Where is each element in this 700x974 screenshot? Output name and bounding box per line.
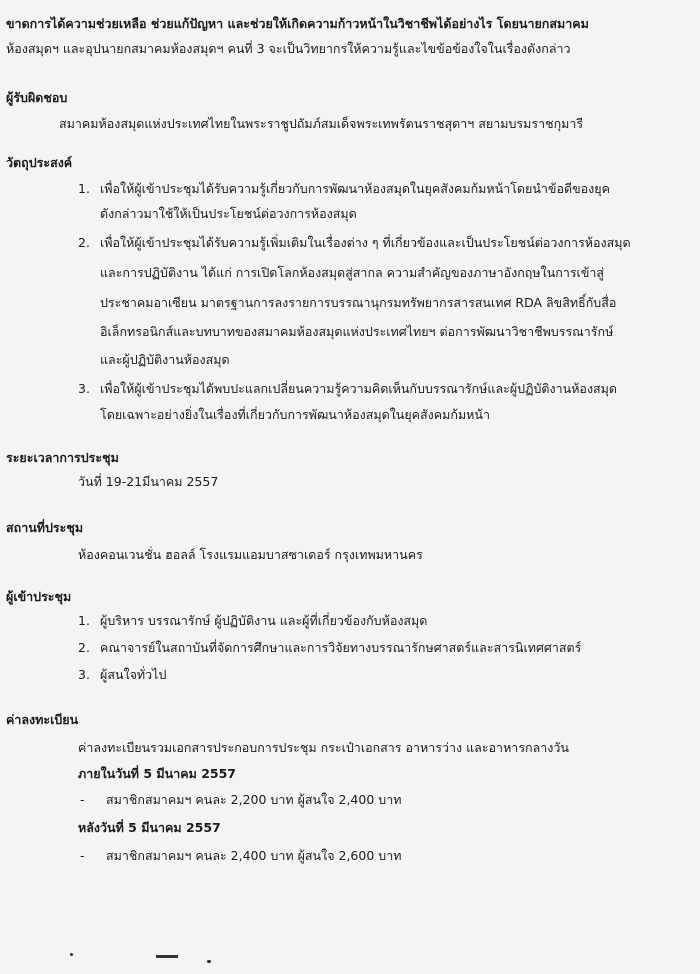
objective-line: และผู้ปฏิบัติงานห้องสมุด [100,352,230,367]
fee-bullet: - [80,848,85,863]
objective-line: เพื่อให้ผู้เข้าประชุมได้รับความรู้เพิ่มเติมในเรื่องต่าง ๆ ที่เกี่ยวข้องและเป็นประโยชน์ต่อวงการห้องสมุด [100,235,631,250]
fee-bullet: - [80,792,85,807]
fee-before-text: สมาชิกสมาคมฯ คนละ 2,200 บาท ผู้สนใจ 2,400 บาท [106,792,402,807]
intro-line-1: ขาดการได้ความช่วยเหลือ ช่วยแก้ปัญหา และช่วยให้เกิดความก้าวหน้าในวิชาชีพได้อย่างไร โดยนายกสมาคม [6,16,589,31]
fee-text: ค่าลงทะเบียนรวมเอกสารประกอบการประชุม กระเป๋าเอกสาร อาหารว่าง และอาหารกลางวัน [78,740,569,755]
fee-after-text: สมาชิกสมาคมฯ คนละ 2,400 บาท ผู้สนใจ 2,600 บาท [106,848,402,863]
participant-number: 1. [78,613,90,628]
venue-heading: สถานที่ประชุม [6,520,84,535]
participant-item: คณาจารย์ในสถาบันที่จัดการศึกษาและการวิจัยทางบรรณารักษศาสตร์และสารนิเทศศาสตร์ [100,640,582,655]
participant-item: ผู้สนใจทั่วไป [100,667,167,682]
objective-line: และการปฏิบัติงาน ได้แก่ การเปิดโลกห้องสมุดสู่สากล ความสำคัญของภาษาอังกฤษในการเข้าสู่ [100,265,605,280]
scan-mark [70,953,73,956]
participants-heading: ผู้เข้าประชุม [6,589,72,604]
objectives-heading: วัตถุประสงค์ [6,155,73,170]
responsible-heading: ผู้รับผิดชอบ [6,90,68,105]
objective-number: 2. [78,235,90,250]
objective-line: อิเล็กทรอนิกส์และบทบาทของสมาคมห้องสมุดแห่งประเทศไทยฯ ต่อการพัฒนาวิชาชีพบรรณารักษ์ [100,324,614,339]
scan-mark [156,955,178,958]
duration-text: วันที่ 19-21มีนาคม 2557 [78,474,219,489]
objective-line: เพื่อให้ผู้เข้าประชุมได้รับความรู้เกี่ยวกับการพัฒนาห้องสมุดในยุคสังคมก้มหน้าโดยนำข้อดีของยุค [100,181,610,196]
scan-mark [207,960,211,963]
fee-after-label: หลังวันที่ 5 มีนาคม 2557 [78,820,221,835]
participant-number: 2. [78,640,90,655]
objective-number: 3. [78,381,90,396]
venue-text: ห้องคอนเวนชั่น ฮอลล์ โรงแรมแอมบาสซาเดอร์ กรุงเทพมหานคร [78,547,423,562]
responsible-text: สมาคมห้องสมุดแห่งประเทศไทยในพระราชูปถัมภ์สมเด็จพระเทพรัตนราชสุดาฯ สยามบรมราชกุมารี [59,116,584,131]
intro-line-2: ห้องสมุดฯ และอุปนายกสมาคมห้องสมุดฯ คนที่ 3 จะเป็นวิทยากรให้ความรู้และไขข้อข้องใจในเรื่องดังกล่าว [6,41,571,56]
objective-line: เพื่อให้ผู้เข้าประชุมได้พบปะแลกเปลี่ยนความรู้ความคิดเห็นกับบรรณารักษ์และผู้ปฏิบัติงานห้องสมุด [100,381,618,396]
fee-heading: ค่าลงทะเบียน [6,712,79,727]
participant-number: 3. [78,667,90,682]
objective-line: โดยเฉพาะอย่างยิ่งในเรื่องที่เกี่ยวกับการพัฒนาห้องสมุดในยุคสังคมก้มหน้า [100,407,490,422]
fee-before-label: ภายในวันที่ 5 มีนาคม 2557 [78,766,236,781]
objective-line: ประชาคมอาเซียน มาตรฐานการลงรายการบรรณานุกรมทรัพยากรสารสนเทศ RDA ลิขสิทธิ์กับสื่อ [100,295,617,310]
participant-item: ผู้บริหาร บรรณารักษ์ ผู้ปฏิบัติงาน และผู้ที่เกี่ยวข้องกับห้องสมุด [100,613,428,628]
objective-number: 1. [78,181,90,196]
duration-heading: ระยะเวลาการประชุม [6,450,119,465]
objective-line: ดังกล่าวมาใช้ให้เป็นประโยชน์ต่อวงการห้องสมุด [100,206,357,221]
